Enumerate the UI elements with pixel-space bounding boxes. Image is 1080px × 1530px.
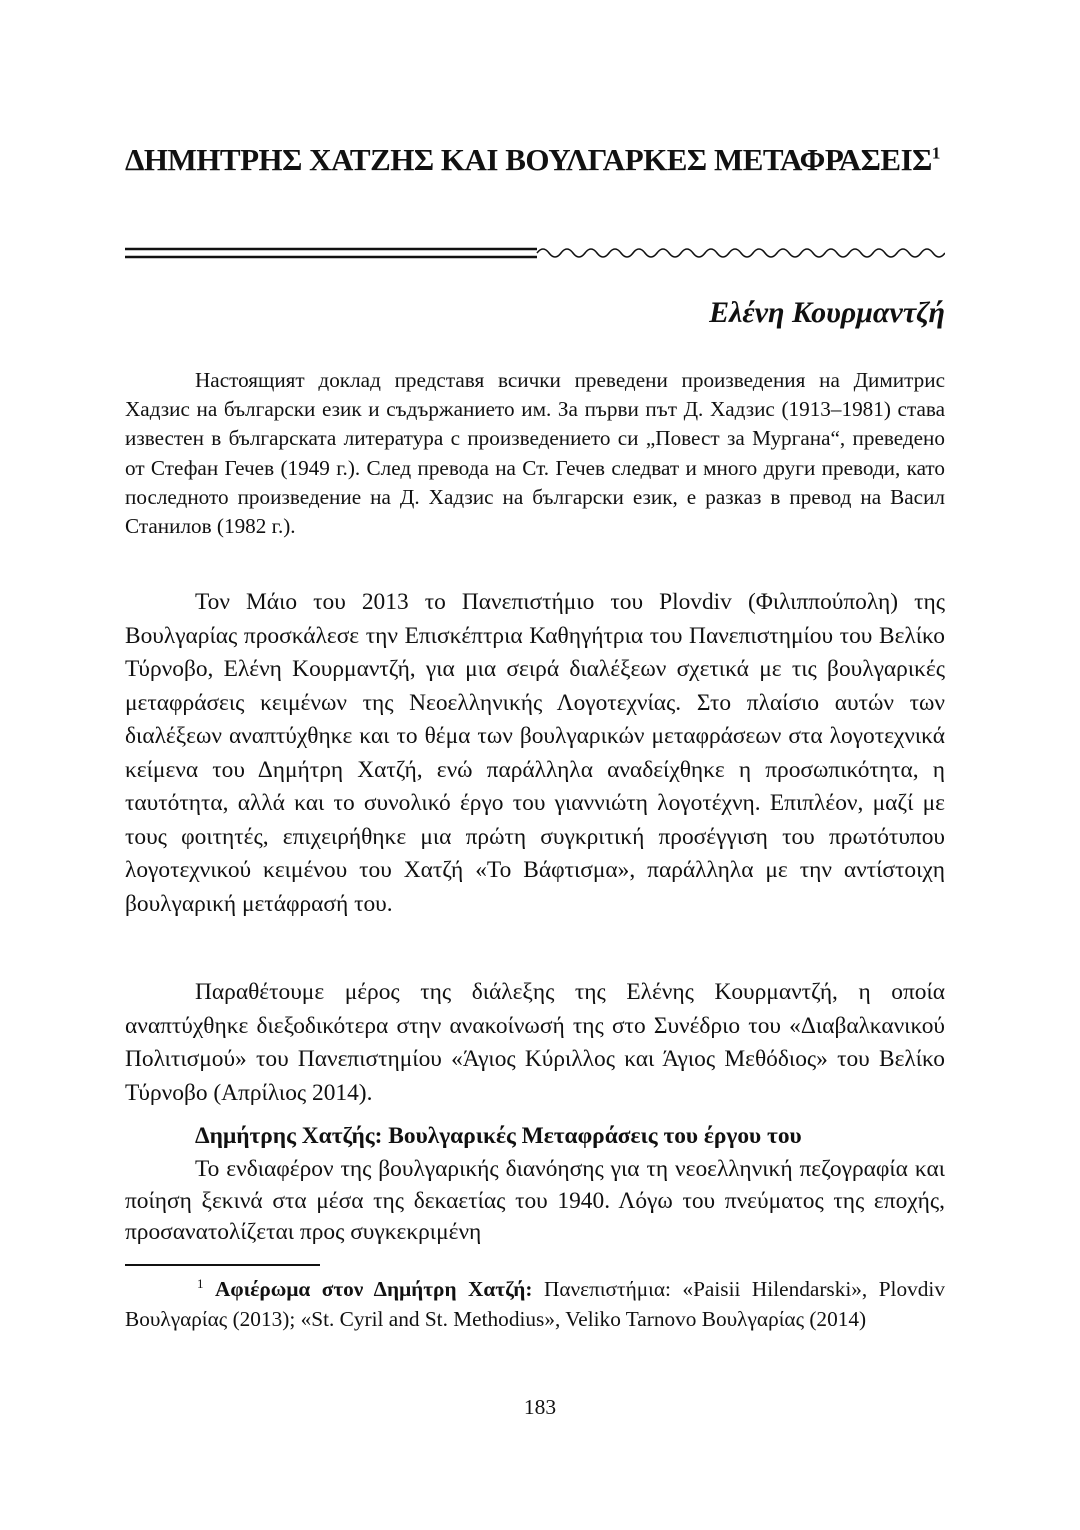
footnote-label: Αφιέρωμα στον Δημήτρη Χατζή: (214, 1277, 533, 1301)
body-paragraph-2: Παραθέτουμε μέρος της διάλεξης της Ελένης Κουρμαντζή, η οποία αναπτύχθηκε διεξοδικότερα στην ανακοίνωσή της στο Συνέδριο του «Διαβαλκανικού Πολιτισμού» του Πανεπιστημίου «Άγιος Κύριλλος και Άγιος Μεθόδιος» του Βελίκο Τύρνοβο (Απρίλιος 2014). (125, 979, 945, 1106)
author-name: Ελένη Κουρμαντζή (709, 296, 945, 329)
title-footnote-marker: 1 (931, 143, 940, 163)
footnote-text: Πανεπιστήμια: «Paisii Hilendarski», Plovdiv Βουλγαρίας (2013); «St. Cyril and St. Methodius», Veliko Tarnovo Βουλγαρίας (2014) (125, 1277, 945, 1331)
footnote (125, 1275, 945, 1334)
body-paragraph-1: Τον Μάιο του 2013 το Πανεπιστήμιο του Plovdiv (Φιλιππούπολη) της Βουλγαρίας προσκάλεσε την Επισκέπτρια Καθηγήτρια του Πανεπιστημίου του Βελίκο Τύρνοβο, Ελένη Κουρμαντζή, για μια σειρά διαλέξεων σχετικά με τις βουλγαρικές μεταφράσεις κειμένων της Νεοελληνικής Λογοτεχνίας. Στο πλαίσιο αυτών των διαλέξεων αναπτύχθηκε και το θέμα των βουλγαρικών μεταφράσεων στα λογοτεχνικά κείμενα του Δημήτρη Χατζή, ενώ παράλληλα αναδείχθηκε η προσωπικότητα, η ταυτότητα, αλλά και το συνολικό έργο του γιαννιώτη λογοτέχνη. Επιπλέον, μαζί με τους φοιτητές, επιχειρήθηκε μια πρώτη συγκριτική προσέγγιση του πρωτότυπου λογοτεχνικού κειμένου του Χατζή «Το Βάφτισμα», παράλληλα με την αντίστοιχη βουλγαρική μετάφρασή του. (125, 589, 945, 917)
body-paragraph-3: Το ενδιαφέρον της βουλγαρικής διανόησης για τη νεοελληνική πεζογραφία και ποίηση ξεκινά στα μέσα της δεκαετίας του 1940. Λόγω του πνεύματος της εποχής, προσανατολίζεται προς συγκεκριμένη (125, 1156, 945, 1246)
footnote-marker: 1 (197, 1275, 204, 1291)
abstract-bulgarian: Настоящият доклад представя всички преведени произведения на Димитрис Хадзис на български език и съдържанието им. За първи път Д. Хадзис (1913–1981) става известен в българската литература с произведението си „Повест за Мургана“, преведено от Стефан Гечев (1949 г.). След превода на Ст. Гечев следват и много други преводи, като последното произведение на Д. Хадзис на български език, е разказ в превод на Васил Станилов (1982 г.). (125, 368, 945, 539)
article-title-text: ΔΗΜΗΤΡΗΣ ΧΑΤΖΗΣ ΚΑΙ ΒΟΥΛΓΑΡΚΕΣ ΜΕΤΑΦΡΑΣΕΙΣ (125, 142, 932, 177)
article-title (125, 140, 945, 180)
ornamental-divider (125, 240, 945, 270)
page-number: 183 (523, 1395, 557, 1419)
footnote-separator (125, 1264, 320, 1266)
section-heading: Δημήτρης Χατζής: Βουλγαρικές Μεταφράσεις του έργου του (195, 1123, 802, 1149)
